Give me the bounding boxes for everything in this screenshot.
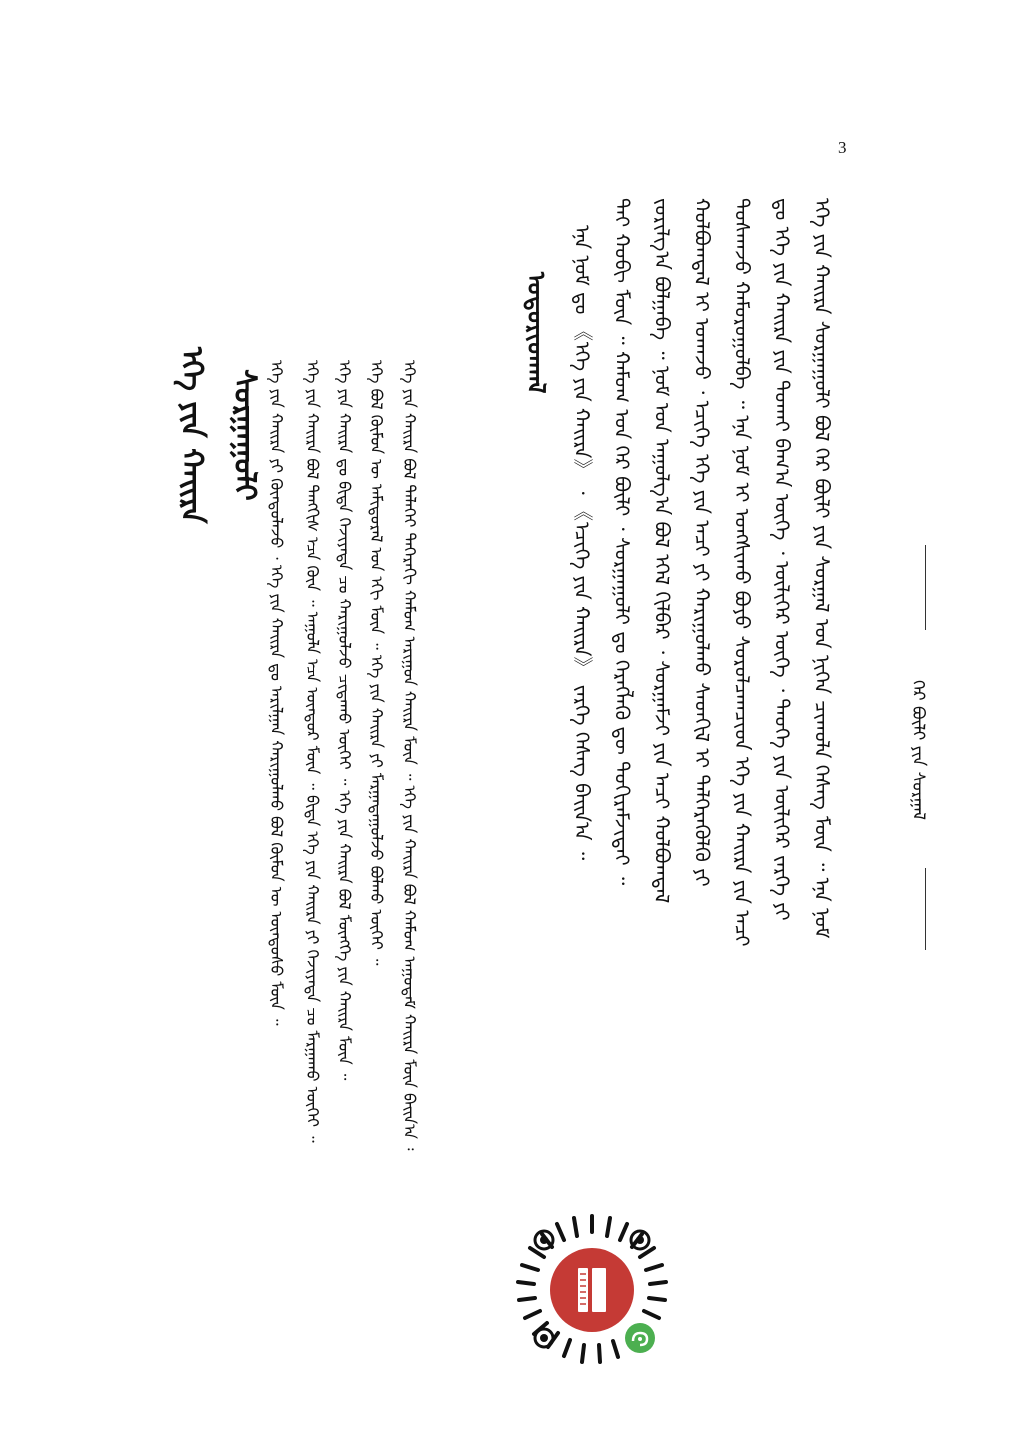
intro-line-5: ᠡᠬᠡ ᠶᠢᠨ ᠬᠠᠢᠷᠠ ᠶᠢ ᠬᠦᠨᠳᠦᠯᠡᠵᠦ ᠂ ᠡᠬᠡ ᠶᠢᠨ ᠬᠠᠢᠷᠠ ᠳᠤ ᠠᠷᠢᠯᠭᠠᠨ ᠬᠠᠷᠢᠭᠤᠯᠬᠤ ᠪᠤᠯ ᠬᠦᠮᠦᠨ ᠦ ᠦᠨᠳᠦᠰᠦ ᠮᠥᠨ ᠃	[267, 360, 286, 1026]
page-number: 3	[838, 138, 847, 157]
header-rule-bottom	[925, 868, 926, 950]
intro-line-1: ᠡᠬᠡ ᠶᠢᠨ ᠬᠠᠢᠷᠠ ᠪᠤᠯ ᠳᠡᠯᠡᠬᠡᠢ ᠳᠡᠭᠡᠷᠡᠬᠢ ᠬᠠᠮᠤᠭ ᠠᠷᠢᠭᠤᠨ ᠬᠠᠢᠷᠠ ᠮᠥᠨ ᠃ ᠡᠬᠡ ᠶᠢᠨ ᠬᠠᠢᠷᠠ ᠪᠤᠯ ᠬᠠᠮᠤᠭ ᠠᠭᠤᠳᠠᠮ ᠬᠠᠢᠷᠠ ᠮᠥᠨ ᠪᠠᠢᠨ᠎ᠠ ᠄	[400, 360, 419, 1151]
running-header: ᠭᠡᠷ ᠪᠦᠯᠢ ᠶᠢᠨ ᠰᠤᠷᠭᠠᠯ	[908, 679, 928, 821]
body-line-2: ᠳᠤ ᠡᠬᠡ ᠶᠢᠨ ᠬᠠᠢᠷᠠ ᠶᠢᠨ ᠲᠤᠬᠠᠢ ᠪᠠᠭ᠎ᠠ ᠦᠭᠡ ᠂ ᠦᠯᠢᠭᠡᠷ ᠦᠭᠡ ᠂ ᠲᠡᠦᠬᠡ ᠶᠢᠨ ᠦᠯᠢᠭᠡᠷ ᠵᠡᠷᠭᠡ ᠶᠢ	[770, 198, 794, 921]
body-line-7: ᠡᠨᠡ ᠨᠣᠮ ᠳᠤ 《ᠡᠬᠡ ᠶᠢᠨ ᠬᠠᠢᠷᠠ》 ᠂ 《ᠡᠴᠢᠭᠡ ᠶᠢᠨ ᠬᠠᠢᠷᠠ》 ᠵᠡᠷᠭᠡ ᠬᠡᠰᠡᠭ ᠪᠠᠢᠨ᠎ᠠ ᠃	[570, 225, 594, 861]
section-heading: ᠤᠳᠤᠷᠢᠳᠬᠠᠯ	[522, 272, 551, 394]
intro-line-3: ᠡᠬᠡ ᠶᠢᠨ ᠬᠠᠢᠷᠠ ᠳᠤ ᠪᠢᠳᠡ ᠬᠡᠵᠢᠶᠡᠳᠡ ᠴᠤ ᠬᠠᠷᠢᠭᠤᠯᠵᠤ ᠴᠢᠳᠠᠬᠤ ᠦᠭᠡᠢ ᠃ ᠡᠬᠡ ᠶᠢᠨ ᠬᠠᠢᠷᠠ ᠪᠤᠯ ᠮᠥᠩᠬᠡ ᠶᠢᠨ ᠬᠠᠢᠷᠠ ᠮᠥᠨ ᠃	[335, 360, 354, 1081]
body-line-5: ᠵᠣᠷᠢᠯᠭ᠎ᠠ ᠪᠣᠯᠭᠠᠪᠠ ᠃ ᠨᠣᠮ ᠤᠨ ᠠᠭᠤᠯᠭ᠎ᠠ ᠪᠤᠯ ᠡᠭᠡᠯ ᠬᠢᠯᠪᠠᠷ ᠂ ᠰᠤᠷᠭᠠᠮᠵᠢ ᠶᠢᠨ ᠠᠴᠢ ᠬᠤᠯᠪᠤᠭᠳᠠᠯ	[650, 198, 674, 904]
body-line-3: ᠲᠤᠰᠬᠠᠵᠤ ᠬᠠᠮᠤᠷᠤᠭᠤᠯᠪᠠ ᠃ ᠡᠨᠡ ᠨᠣᠮ ᠢ ᠤᠩᠰᠢᠬᠤ ᠪᠤᠶᠤ ᠰᠤᠷᠤᠯᠴᠠᠭᠴᠢᠳ ᠡᠬᠡ ᠶᠢᠨ ᠬᠠᠢᠷᠠ ᠶᠢᠨ ᠠᠴᠢ	[730, 198, 754, 947]
body-line-4: ᠬᠤᠯᠪᠤᠭᠳᠠᠯ ᠢ ᠤᠬᠠᠵᠤ ᠂ ᠡᠴᠢᠭᠡ ᠡᠬᠡ ᠶᠢᠨ ᠠᠴᠢ ᠶᠢ ᠬᠠᠷᠢᠭᠤᠯᠬᠤ ᠰᠡᠳᠬᠢᠯ ᠢ ᠲᠡᠯᠭᠡᠷᠡᠭᠦᠯᠬᠦ ᠶᠢ	[690, 198, 714, 887]
intro-line-2: ᠡᠬᠡ ᠪᠤᠯ ᠬᠦᠮᠦᠨ ᠦ ᠠᠮᠢᠳᠤᠷᠠᠯ ᠤᠨ ᠡᠬᠢ ᠮᠥᠨ ᠃ ᠡᠬᠡ ᠶᠢᠨ ᠬᠠᠢᠷᠠ ᠶᠢ ᠮᠠᠷᠭᠠᠳᠠᠭᠤᠯᠵᠤ ᠪᠣᠯᠬᠤ ᠦᠭᠡᠢ ᠃	[367, 360, 386, 966]
header-rule-top	[925, 545, 926, 630]
body-line-6: ᠲᠠᠢ ᠬᠤᠪᠢ ᠮᠥᠨ ᠃ ᠬᠠᠮᠤᠭ ᠤᠨ ᠭᠡᠷ ᠪᠦᠯᠢ ᠂ ᠰᠤᠷᠭᠠᠭᠤᠯᠢ ᠳᠤ ᠬᠡᠷᠡᠭᠯᠡᠬᠦ ᠳᠦ ᠲᠣᠬᠢᠷᠠᠮᠵᠢᠲᠠᠢ ᠃	[610, 198, 634, 886]
mini-program-qr-code-icon[interactable]	[512, 1210, 672, 1370]
book-title: ᠡᠬᠡ ᠶᠢᠨ ᠬᠠᠢᠷᠠ ᠰᠤᠷᠭᠠᠭᠤᠯᠢ	[174, 346, 262, 524]
body-line-1: ᠡᠬᠡ ᠶᠢᠨ ᠬᠠᠢᠷᠠ ᠰᠤᠷᠭᠠᠭᠤᠯᠢ ᠪᠤᠯ ᠭᠡᠷ ᠪᠦᠯᠢ ᠶᠢᠨ ᠰᠤᠷᠭᠠᠯ ᠤᠨ ᠨᠢᠭᠡᠨ ᠴᠢᠬᠤᠯᠠ ᠬᠡᠰᠡᠭ ᠮᠥᠨ ᠃ ᠡᠨᠡ ᠨᠣᠮ	[810, 198, 834, 939]
intro-line-4: ᠡᠬᠡ ᠶᠢᠨ ᠬᠠᠢᠷᠠ ᠪᠤᠯ ᠲᠡᠩᠭᠢᠰ ᠡᠴᠡ ᠭᠦᠨ ᠃ ᠠᠭᠤᠯᠠ ᠡᠴᠡ ᠥᠨᠳᠦᠷ ᠮᠥᠨ ᠃ ᠪᠢᠳᠡ ᠡᠬᠡ ᠶᠢᠨ ᠬᠠᠢᠷᠠ ᠶᠢ ᠬᠡᠵᠢᠶᠡᠳᠡ ᠴᠤ ᠮᠠᠷᠭᠠᠬᠤ ᠦᠭᠡᠢ ᠃	[303, 360, 322, 1143]
